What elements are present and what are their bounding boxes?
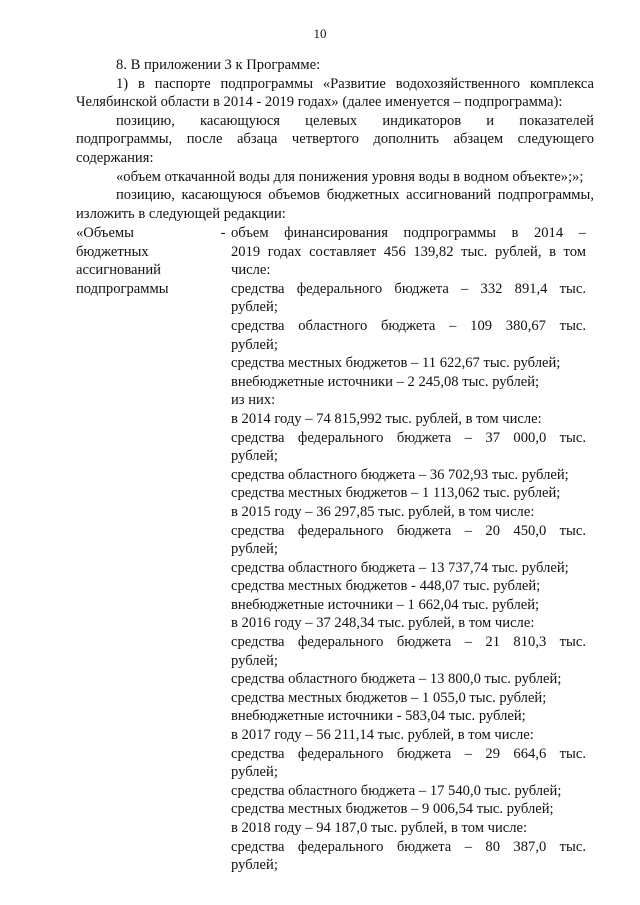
page-number: 10 — [313, 26, 327, 41]
quote-line: «объем откачанной воды для понижения уровня воды в водном объекте»;»; — [116, 168, 584, 185]
dash-separator: - — [220, 225, 226, 241]
value-line: из них: — [231, 392, 276, 409]
value-line: средства местных бюджетов – 1 113,062 тыс. рублей; — [231, 485, 561, 502]
item1-line1: 1) в паспорте подпрограммы «Развитие водохозяйственного комплекса — [116, 75, 594, 92]
value-line: рублей; — [231, 652, 278, 669]
intro-block — [76, 56, 594, 223]
value-line: числе: — [231, 262, 271, 279]
label-line: «Объемы — [76, 225, 134, 241]
label-line: бюджетных — [76, 243, 149, 260]
value-line: средства областного бюджета – 109 380,67 тыс. — [231, 317, 586, 334]
item1-line2: Челябинской области в 2014 - 2019 годах» (далее именуется – подпрограмма): — [76, 94, 563, 111]
value-line: рублей; — [231, 299, 278, 316]
value-line: рублей; — [231, 764, 278, 781]
position-line3: содержания: — [76, 149, 154, 166]
value-line: средства областного бюджета – 13 737,74 тыс. рублей; — [231, 559, 569, 576]
value-line: средства федерального бюджета – 332 891,4 тыс. — [231, 280, 586, 297]
budget-line2: изложить в следующей редакции: — [76, 205, 286, 222]
label-column — [76, 224, 216, 298]
value-line: средства областного бюджета – 17 540,0 тыс. рублей; — [231, 782, 562, 799]
value-line: в 2017 году – 56 211,14 тыс. рублей, в том числе: — [231, 727, 534, 744]
value-line: объем финансирования подпрограммы в 2014 – — [231, 225, 586, 241]
value-line: средства областного бюджета – 13 800,0 тыс. рублей; — [231, 671, 562, 688]
value-line: в 2018 году – 94 187,0 тыс. рублей, в том числе: — [231, 820, 528, 836]
value-line: рублей; — [231, 448, 278, 465]
value-line: средства местных бюджетов – 9 006,54 тыс. рублей; — [231, 801, 554, 818]
value-line: рублей; — [231, 336, 278, 353]
value-line: внебюджетные источники – 1 662,04 тыс. рублей; — [231, 596, 540, 613]
value-line: средства федерального бюджета – 80 387,0 тыс. — [231, 838, 586, 855]
label-line: ассигнований — [76, 262, 161, 279]
value-line: средства федерального бюджета – 21 810,3 тыс. — [231, 634, 586, 651]
value-line: средства федерального бюджета – 37 000,0 тыс. — [231, 429, 586, 446]
value-line: средства местных бюджетов - 448,07 тыс. рублей; — [231, 578, 541, 595]
value-line: в 2014 году – 74 815,992 тыс. рублей, в том числе: — [231, 410, 542, 427]
budget-line1: позицию, касающуюся объемов бюджетных ассигнований подпрограммы, — [116, 187, 594, 204]
value-line: рублей; — [231, 541, 278, 558]
value-line: в 2016 году – 37 248,34 тыс. рублей, в том числе: — [231, 615, 535, 632]
section-heading: 8. В приложении 3 к Программе: — [116, 57, 321, 73]
value-line: внебюджетные источники - 583,04 тыс. рублей; — [231, 708, 526, 725]
value-column — [231, 224, 586, 875]
value-line: внебюджетные источники – 2 245,08 тыс. рублей; — [231, 373, 540, 390]
value-line: средства федерального бюджета – 29 664,6 тыс. — [231, 745, 586, 762]
value-line: рублей; — [231, 857, 278, 874]
position-line2: подпрограммы, после абзаца четвертого дополнить абзацем следующего — [76, 131, 594, 148]
value-line: 2019 годах составляет 456 139,82 тыс. рублей, в том — [231, 243, 586, 260]
value-line: средства местных бюджетов – 1 055,0 тыс. рублей; — [231, 689, 547, 706]
label-line: подпрограммы — [76, 280, 169, 297]
position-line1: позицию, касающуюся целевых индикаторов и показателей — [116, 112, 594, 129]
value-line: средства областного бюджета – 36 702,93 тыс. рублей; — [231, 466, 569, 483]
value-line: средства федерального бюджета – 20 450,0 тыс. — [231, 522, 586, 539]
value-line: средства местных бюджетов – 11 622,67 тыс. рублей; — [231, 355, 561, 372]
value-line: в 2015 году – 36 297,85 тыс. рублей, в том числе: — [231, 503, 535, 520]
